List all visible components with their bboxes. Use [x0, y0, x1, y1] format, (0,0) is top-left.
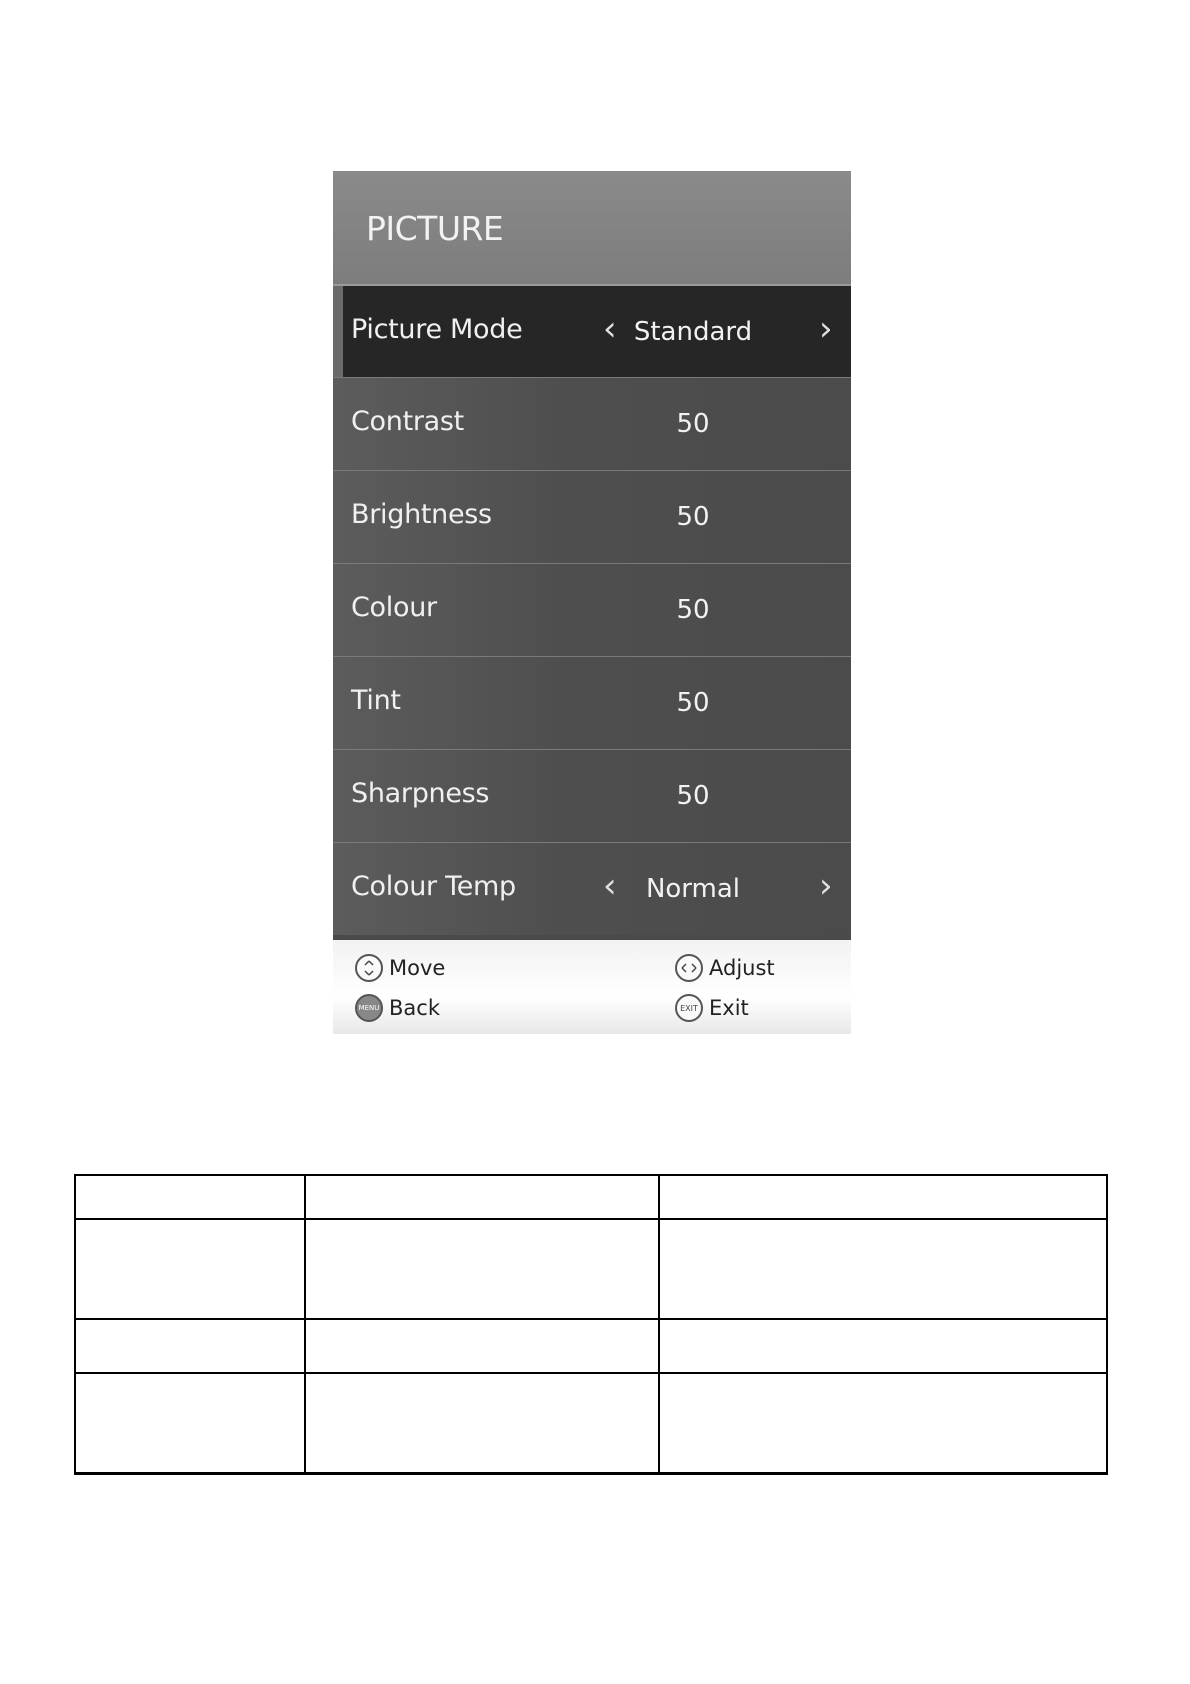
row-label: Tint: [351, 685, 401, 716]
table-cell: [659, 1175, 1107, 1219]
table-cell: [659, 1219, 1107, 1319]
chevron-right-icon[interactable]: ›: [819, 866, 833, 906]
menu-button-icon: MENU: [355, 994, 383, 1022]
hint-exit: [675, 994, 749, 1022]
table-cell: [305, 1319, 659, 1373]
table-row: [75, 1373, 1107, 1473]
row-value: 50: [676, 595, 710, 625]
up-down-icon: [355, 954, 383, 982]
row-label: Contrast: [351, 406, 464, 437]
left-right-icon: [675, 954, 703, 982]
table-row: [75, 1319, 1107, 1373]
row-value: 50: [676, 502, 710, 532]
table-cell: [75, 1373, 305, 1473]
chevron-left-icon[interactable]: ‹: [603, 866, 617, 906]
row-value: 50: [676, 781, 710, 811]
chevron-right-icon[interactable]: ›: [819, 309, 833, 349]
table-cell: [75, 1319, 305, 1373]
row-value: 50: [676, 409, 710, 439]
table-row: [75, 1219, 1107, 1319]
row-label: Sharpness: [351, 778, 490, 809]
empty-table: [74, 1174, 1108, 1475]
row-label: Colour Temp: [351, 871, 516, 902]
menu-row-brightness[interactable]: [333, 470, 851, 563]
menu-row-contrast[interactable]: [333, 377, 851, 470]
hint-back: [355, 994, 440, 1022]
table-cell: [659, 1319, 1107, 1373]
table-cell: [305, 1373, 659, 1473]
table-row: [75, 1175, 1107, 1219]
hint-move: [355, 954, 445, 982]
row-value: Standard: [633, 317, 753, 347]
tv-picture-menu: [333, 171, 851, 1034]
menu-row-colour-temp[interactable]: [333, 842, 851, 935]
menu-footer: [333, 940, 851, 1034]
menu-row-picture-mode[interactable]: [333, 284, 851, 377]
row-value: 50: [676, 688, 710, 718]
hint-exit-label: Exit: [709, 996, 749, 1020]
menu-row-tint[interactable]: [333, 656, 851, 749]
row-value: Normal: [645, 874, 741, 904]
table-cell: [75, 1219, 305, 1319]
chevron-left-icon[interactable]: ‹: [603, 309, 617, 349]
menu-row-colour[interactable]: [333, 563, 851, 656]
hint-move-label: Move: [389, 956, 446, 980]
menu-title: PICTURE: [366, 209, 504, 248]
table-cell: [305, 1175, 659, 1219]
row-label: Picture Mode: [351, 314, 523, 345]
hint-back-label: Back: [389, 996, 440, 1020]
hint-adjust: [675, 954, 775, 982]
table-cell: [305, 1219, 659, 1319]
menu-header: [333, 171, 851, 284]
table-cell: [75, 1175, 305, 1219]
hint-adjust-label: Adjust: [709, 956, 775, 980]
row-label: Colour: [351, 592, 437, 623]
row-label: Brightness: [351, 499, 492, 530]
menu-row-sharpness[interactable]: [333, 749, 851, 842]
table-cell: [659, 1373, 1107, 1473]
exit-button-icon: EXIT: [675, 994, 703, 1022]
